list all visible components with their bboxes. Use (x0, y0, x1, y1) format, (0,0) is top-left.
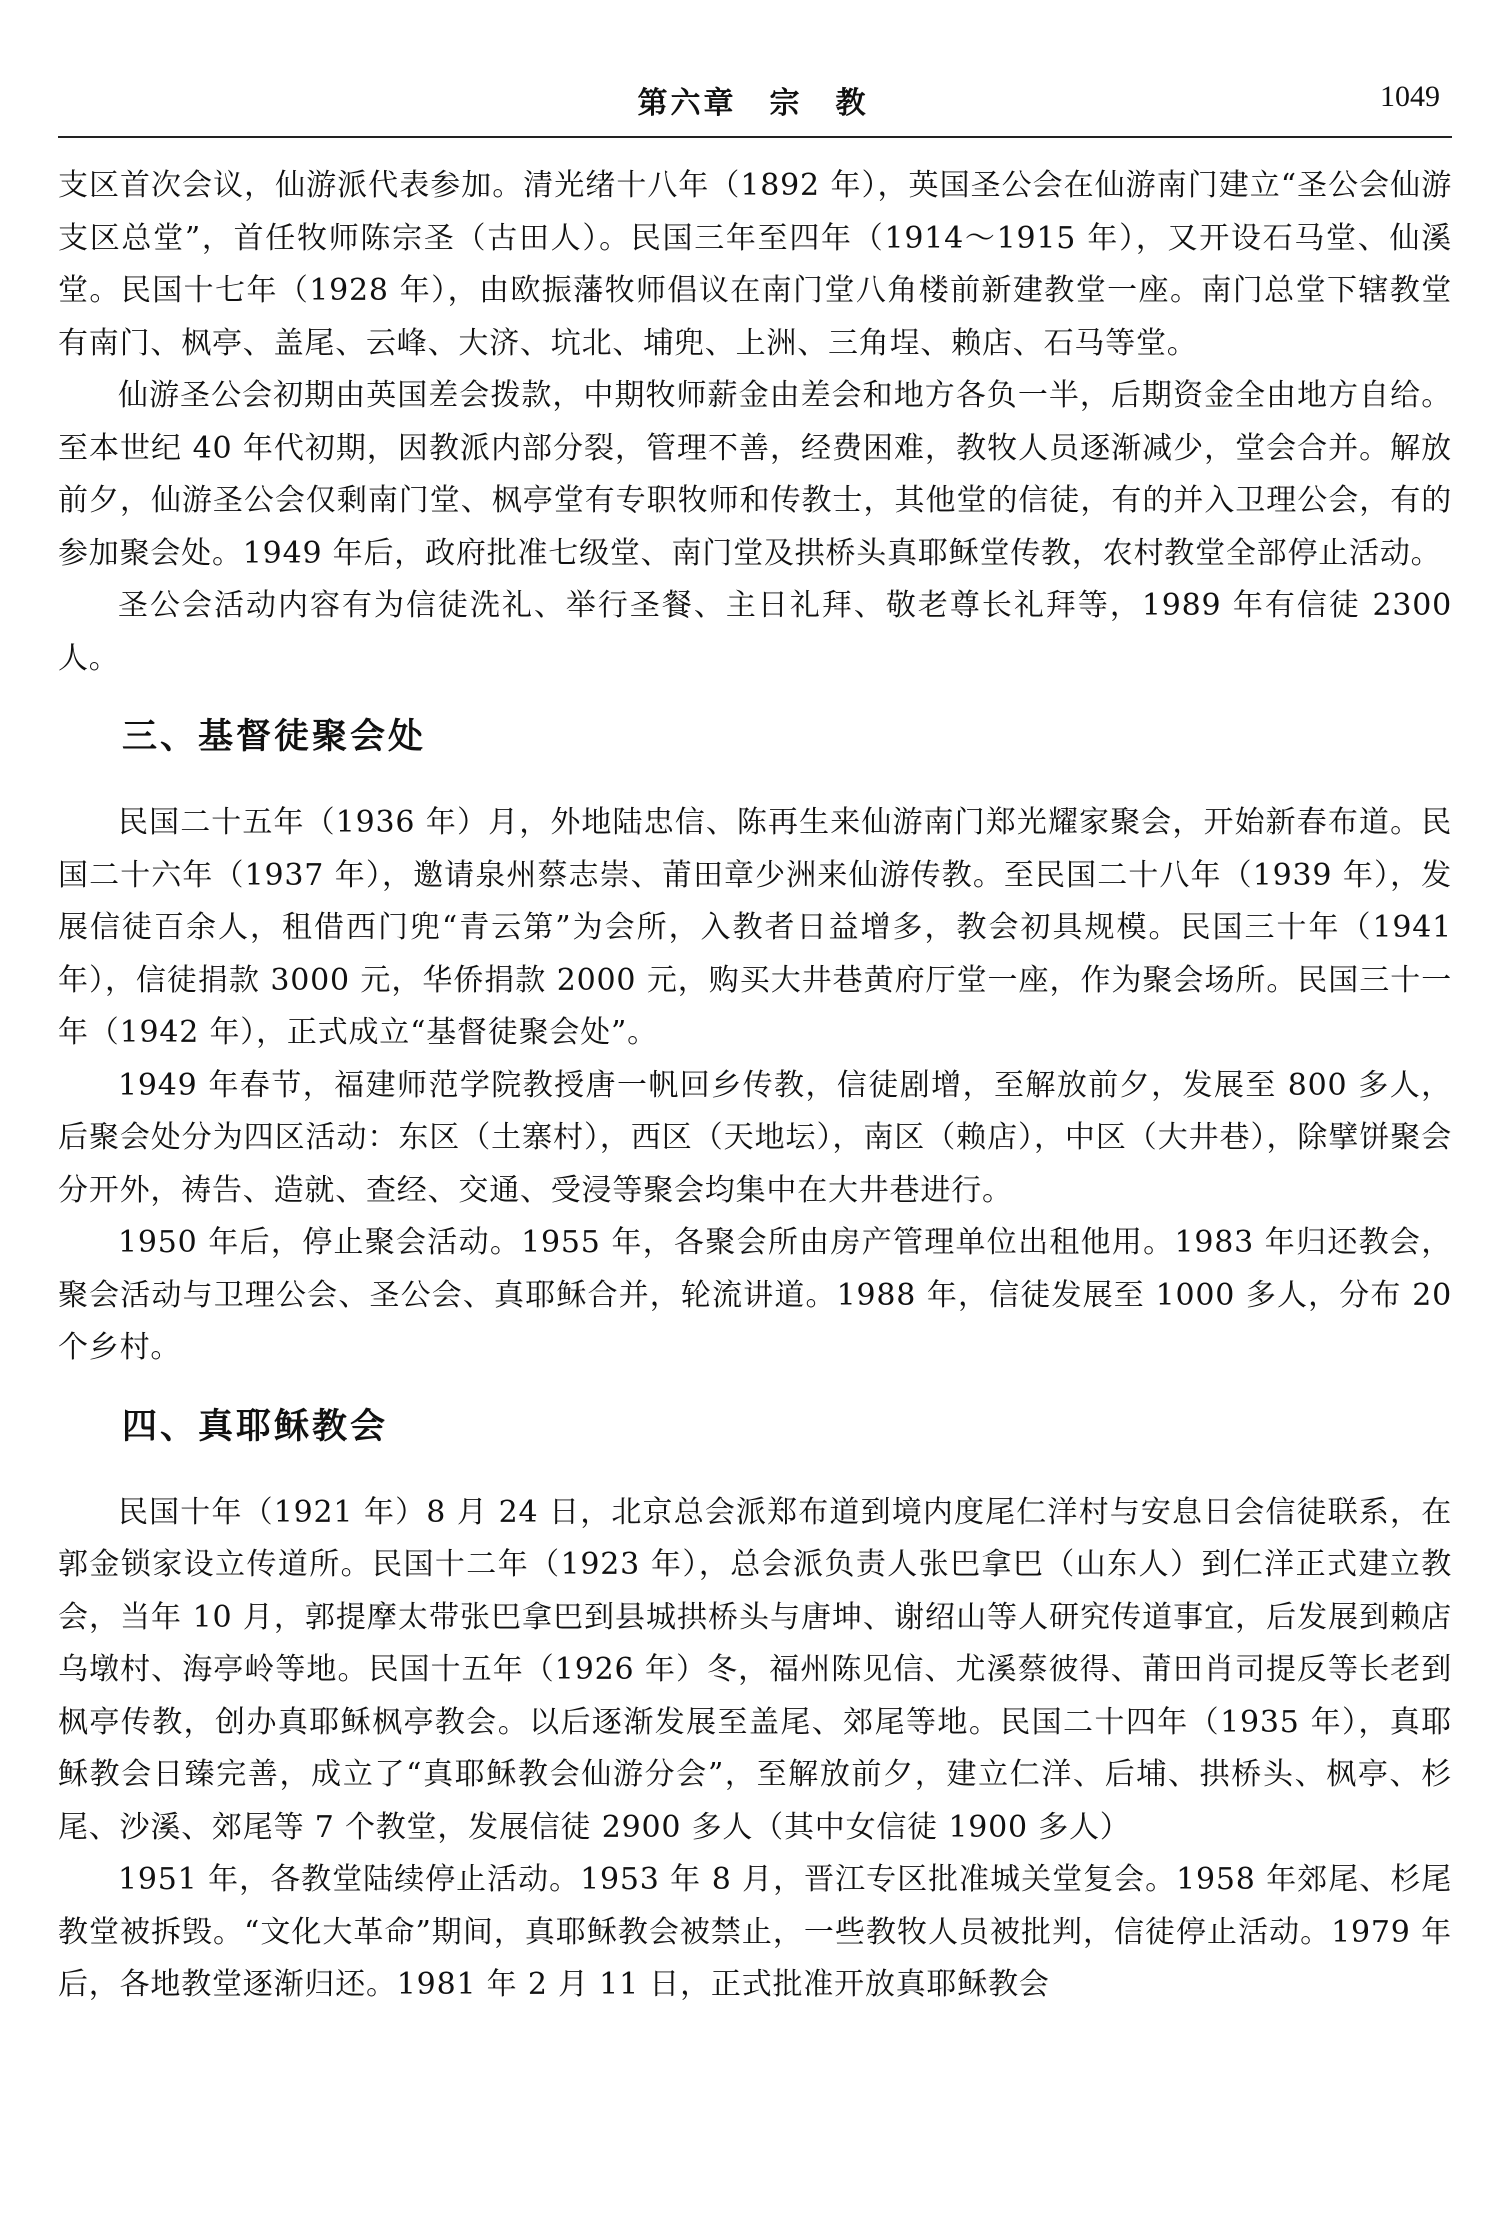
paragraph: 1951 年，各教堂陆续停止活动。1953 年 8 月，晋江专区批准城关堂复会。1958 年郊尾、杉尾教堂被拆毁。“文化大革命”期间，真耶稣教会被禁止，一些教牧人员被批判，信徒停止活动。1979 年后，各地教堂逐渐归还。1981 年 2 月 11 日，正式批准开放真耶稣教会 (58, 1862, 1452, 2002)
paragraph: 1949 年春节，福建师范学院教授唐一帆回乡传教，信徒剧增，至解放前夕，发展至 800 多人，后聚会处分为四区活动：东区（土寨村），西区（天地坛），南区（赖店），中区（大井巷），除擘饼聚会分开外，祷告、造就、查经、交通、受浸等聚会均集中在大井巷进行。 (58, 1067, 1452, 1208)
chapter-title: 第六章 宗 教 (637, 86, 869, 121)
page-number: 1049 (1380, 80, 1440, 113)
paragraph: 民国十年（1921 年）8 月 24 日，北京总会派郑布道到境内度尾仁洋村与安息日会信徒联系，在郭金锁家设立传道所。民国十二年（1923 年），总会派负责人张巴拿巴（山东人）到仁洋正式建立教会，当年 10 月，郭提摩太带张巴拿巴到县城拱桥头与唐坤、谢绍山等人研究传道事宜，后发展到赖店乌墩村、海亭岭等地。民国十五年（1926 年）冬，福州陈见信、尤溪蔡彼得、莆田肖司提反等长老到枫亭传教，创办真耶稣枫亭教会。以后逐渐发展至盖尾、郊尾等地。民国二十四年（1935 年），真耶稣教会日臻完善，成立了“真耶稣教会仙游分会”，至解放前夕，建立仁洋、后埔、拱桥头、枫亭、杉尾、沙溪、郊尾等 7 个教堂，发展信徒 2900 多人（其中女信徒 1900 多人） (58, 1494, 1452, 1845)
running-header (58, 78, 1448, 138)
section-heading: 三、基督徒聚会处 (122, 716, 427, 757)
paragraph: 民国二十五年（1936 年）月，外地陆忠信、陈再生来仙游南门郑光耀家聚会，开始新春布道。民国二十六年（1937 年），邀请泉州蔡志崇、莆田章少洲来仙游传教。至民国二十八年（1939 年），发展信徒百余人，租借西门兜“青云第”为会所，入教者日益增多，教会初具规模。民国三十年（1941 年），信徒捐款 3000 元，华侨捐款 2000 元，购买大井巷黄府厅堂一座，作为聚会场所。民国三十一年（1942 年），正式成立“基督徒聚会处”。 (58, 805, 1452, 1050)
paragraph-continued: 支区首次会议，仙游派代表参加。清光绪十八年（1892 年），英国圣公会在仙游南门建立“圣公会仙游支区总堂”，首任牧师陈宗圣（古田人）。民国三年至四年（1914～1915 年），又开设石马堂、仙溪堂。民国十七年（1928 年），由欧振藩牧师倡议在南门堂八角楼前新建教堂一座。南门总堂下辖教堂有南门、枫亭、盖尾、云峰、大济、坑北、埔兜、上洲、三角埕、赖店、石马等堂。 (58, 168, 1452, 361)
paragraph: 圣公会活动内容有为信徒洗礼、举行圣餐、主日礼拜、敬老尊长礼拜等，1989 年有信徒 2300 人。 (58, 588, 1452, 676)
page-body (58, 160, 1452, 2012)
section-heading: 四、真耶稣教会 (122, 1405, 389, 1447)
paragraph: 1950 年后，停止聚会活动。1955 年，各聚会所由房产管理单位出租他用。1983 年归还教会，聚会活动与卫理公会、圣公会、真耶稣合并，轮流讲道。1988 年，信徒发展至 1000 多人，分布 20 个乡村。 (58, 1225, 1452, 1365)
paragraph: 仙游圣公会初期由英国差会拨款，中期牧师薪金由差会和地方各负一半，后期资金全由地方自给。至本世纪 40 年代初期，因教派内部分裂，管理不善，经费困难，教牧人员逐渐减少，堂会合并。解放前夕，仙游圣公会仅剩南门堂、枫亭堂有专职牧师和传教士，其他堂的信徒，有的并入卫理公会，有的参加聚会处。1949 年后，政府批准七级堂、南门堂及拱桥头真耶稣堂传教，农村教堂全部停止活动。 (58, 378, 1452, 571)
header-divider (58, 136, 1452, 138)
